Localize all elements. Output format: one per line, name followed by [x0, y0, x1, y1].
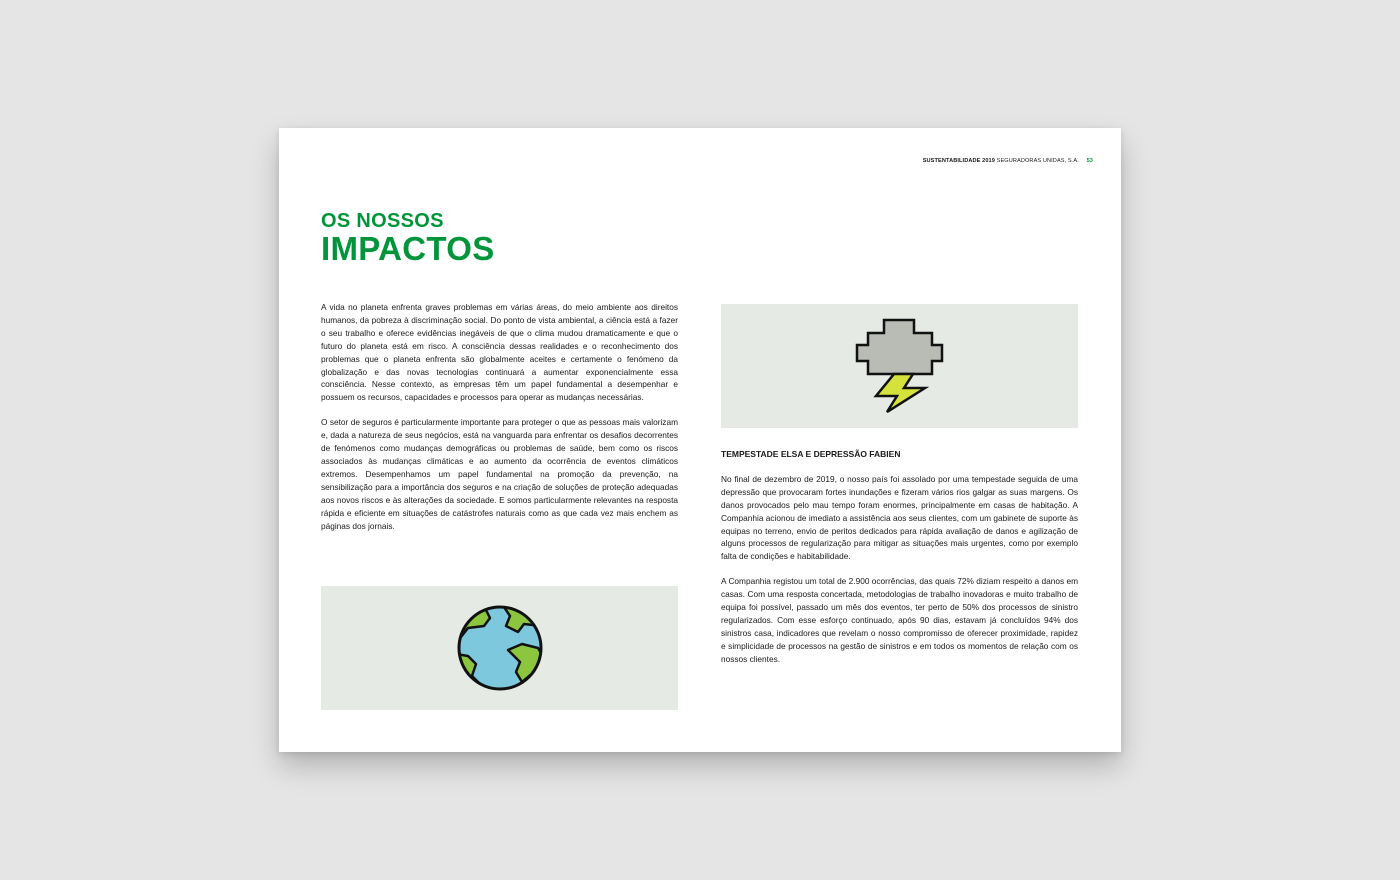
storm-cloud-lightning-icon: [854, 317, 946, 415]
left-paragraph-1: A vida no planeta enfrenta graves problemas em várias áreas, do meio ambiente aos direitos humanos, da pobreza à discriminação social. Do ponto de vista ambiental, a ciência está a fazer o seu trabalho e oferece evidências inegáveis de que o clima mudou dramaticamente e que o futuro do planeta está em risco. A consciência dessas realidades e o reconhecimento dos problemas que o planeta enfrenta são globalmente aceites e certamente o fenómeno da globalização e das novas tecnologias continuará a aumentar exponencialmente essa consciência. Nesse contexto, as empresas têm um papel fundamental a desempenhar e possuem os recursos, capacidades e processos para operar as mudanças necessárias.: [321, 302, 678, 403]
section-subheading: TEMPESTADE ELSA E DEPRESSÃO FABIEN: [721, 449, 901, 459]
page-title-line1: OS NOSSOS: [321, 210, 444, 232]
report-title: SUSTENTABILIDADE 2019: [922, 158, 995, 164]
company-name: SEGURADORAS UNIDAS, S.A.: [996, 158, 1079, 164]
storm-illustration: [721, 304, 1078, 428]
left-paragraph-2: O setor de seguros é particularmente importante para proteger o que as pessoas mais valorizam e, dada a natureza de seus negócios, está na vanguarda para enfrentar os desafios decorrentes de fenómenos como mudanças demográficas ou problemas de saúde, bem como os riscos associados às mudanças climáticas e ao aumento da ocorrência de eventos climáticos extremos. Desempenhamos um papel fundamental na promoção da prevenção, na sensibilização para a importância dos seguros e na criação de soluções de proteção adequadas aos novos riscos e às alterações da sociedade. E somos particularmente relevantes na resposta rápida e eficiente em situações de catástrofes naturais como as que cada vez mais enchem as páginas dos jornais.: [321, 417, 678, 531]
left-column: [321, 301, 678, 532]
right-column: [721, 448, 1078, 666]
right-paragraph-2: A Companhia registou um total de 2.900 ocorrências, das quais 72% diziam respeito a danos em casas. Com uma resposta concertada, metodologias de trabalho inovadoras e muito trabalho de equipa foi possível, passado um mês dos eventos, ter perto de 50% dos processos de sinistro regularizados. Com esse esforço continuado, após 90 dias, estavam já concluídos 94% dos sinistros casa, indicadores que revelam o nosso compromisso de oferecer proximidade, rapidez e simplicidade de processos na gestão de sinistros e em todos os momentos de relação com os nossos clientes.: [721, 576, 1078, 664]
globe-earth-icon: [454, 602, 546, 694]
running-header: [923, 158, 1093, 164]
document-page: [279, 128, 1121, 752]
right-paragraph-1: No final de dezembro de 2019, o nosso país foi assolado por uma tempestade seguida de uma depressão que provocaram fortes inundações e fizeram vários rios galgar as suas margens. Os danos provocados pelo mau tempo foram enormes, principalmente em casas de habitação. A Companhia acionou de imediato a assistência aos seus clientes, com um gabinete de suporte às equipas no terreno, envio de peritos dedicados para rápida avaliação de danos e agilização de alguns processos de regularização para mitigar as situações mais urgentes, como por exemplo falta de condições e habitabilidade.: [721, 473, 1078, 562]
page-title-line2: IMPACTOS: [321, 230, 495, 267]
page-number: 53: [1086, 158, 1093, 164]
globe-illustration: [321, 586, 678, 710]
